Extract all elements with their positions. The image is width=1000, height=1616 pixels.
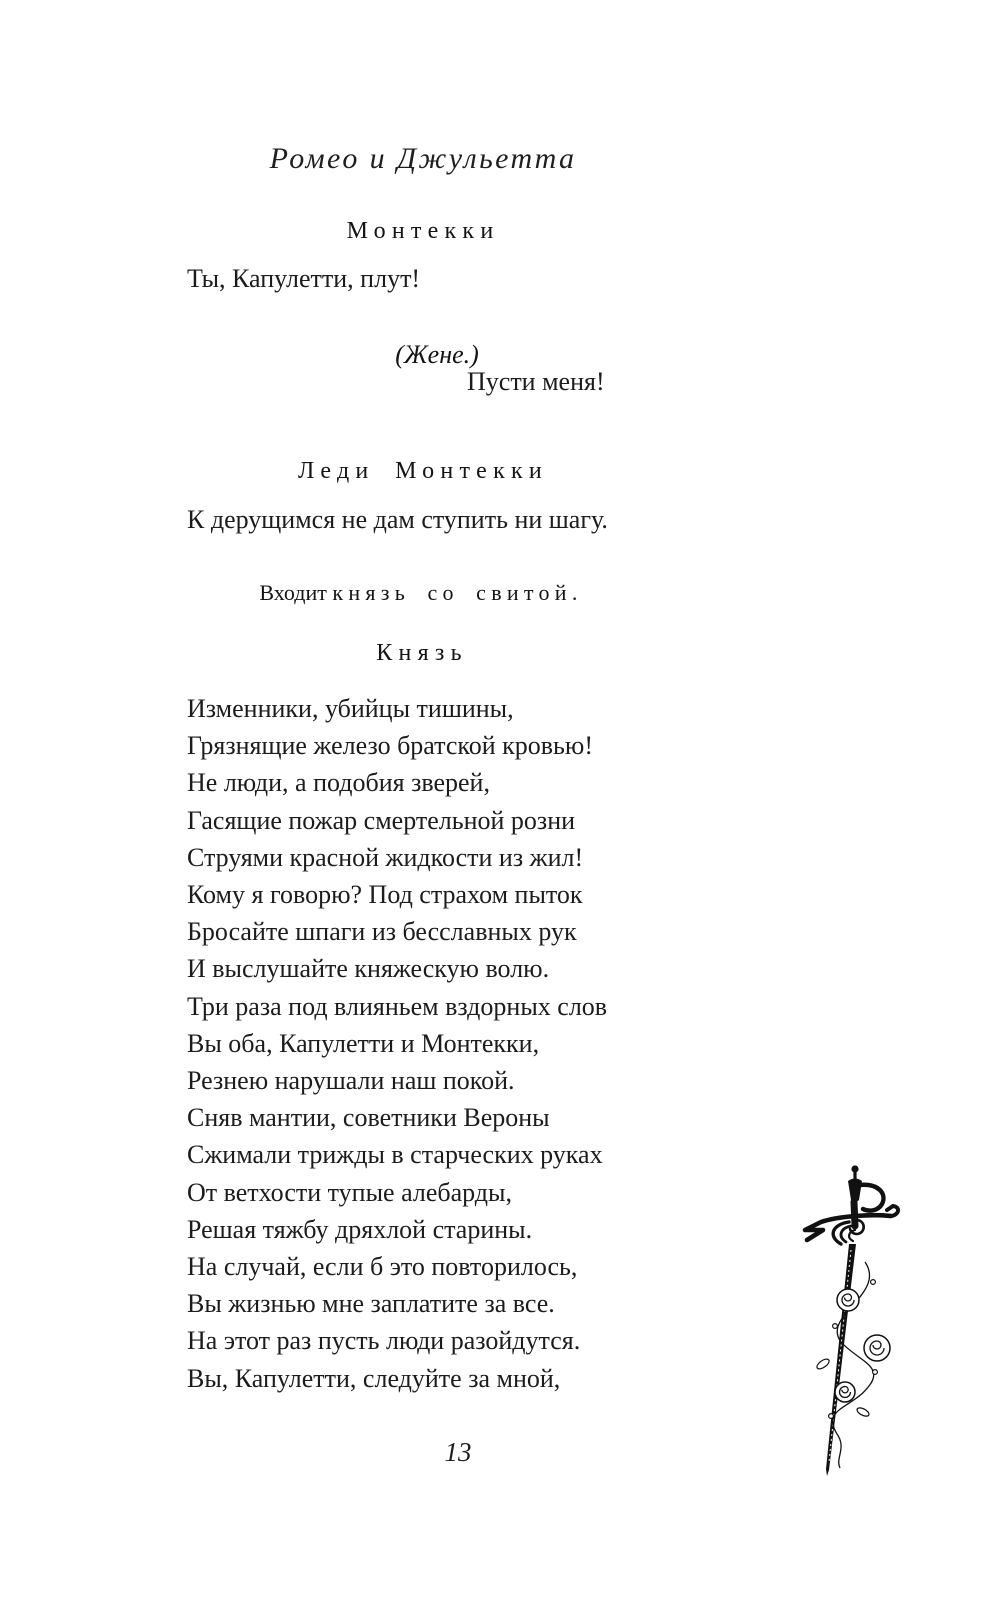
verse-line: Вы, Капулетти, следуйте за мной, (187, 1363, 561, 1393)
verse-line: Изменники, убийцы тишины, (187, 694, 514, 723)
verse-line: На случай, если б это повторилось, (187, 1252, 578, 1282)
verse-line: От ветхости тупые алебарды, (187, 1177, 512, 1207)
verse-line: Гасящие пожар смертельной розни (187, 805, 576, 835)
prince-speech (187, 690, 607, 1397)
rapier-icon (793, 1158, 908, 1478)
stage-direction-prefix: Входит (259, 580, 327, 605)
stage-direction-spaced: князь со свитой. (332, 580, 583, 605)
verse-line: И выслушайте княжескую волю. (187, 954, 550, 984)
character-heading-prince: Князь (376, 640, 468, 666)
verse-line: Не люди, а подобия зверей, (187, 768, 490, 798)
montague-line-1: Ты, Капулетти, плут! (187, 264, 421, 293)
lady-montague-line: К дерущимся не дам ступить ни шагу. (187, 505, 608, 534)
verse-line: Сняв мантии, советники Вероны (187, 1103, 550, 1133)
verse-line: Струями красной жидкости из жил! (187, 842, 584, 872)
stage-direction-wife: (Жене.) (395, 340, 479, 369)
verse-line: Вы оба, Капулетти и Монтекки, (187, 1028, 540, 1058)
page-number: 13 (444, 1437, 472, 1467)
verse-line: Решая тяжбу дряхлой старины. (187, 1214, 533, 1244)
verse-line: Три раза под влияньем вздорных слов (187, 991, 608, 1021)
verse-line: Резнею нарушали наш покой. (187, 1066, 515, 1096)
verse-line: На этот раз пусть люди разойдутся. (187, 1326, 581, 1356)
montague-line-2: Пусти меня! (467, 367, 605, 396)
character-heading-lady-montague: Леди Монтекки (298, 458, 548, 484)
verse-line: Бросайте шпаги из бесславных рук (187, 917, 577, 947)
verse-line: Грязнящие железо братской кровью! (187, 731, 593, 761)
verse-line: Сжимали трижды в старческих руках (187, 1140, 603, 1170)
running-header: Ромео и Джульетта (269, 142, 577, 175)
verse-line: Вы жизнью мне заплатите за все. (187, 1289, 555, 1319)
stage-direction-enter (259, 580, 582, 606)
rapier-with-roses-illustration (793, 1158, 908, 1483)
verse-line: Кому я говорю? Под страхом пыток (187, 880, 583, 910)
character-heading-montague: Монтекки (346, 218, 500, 244)
